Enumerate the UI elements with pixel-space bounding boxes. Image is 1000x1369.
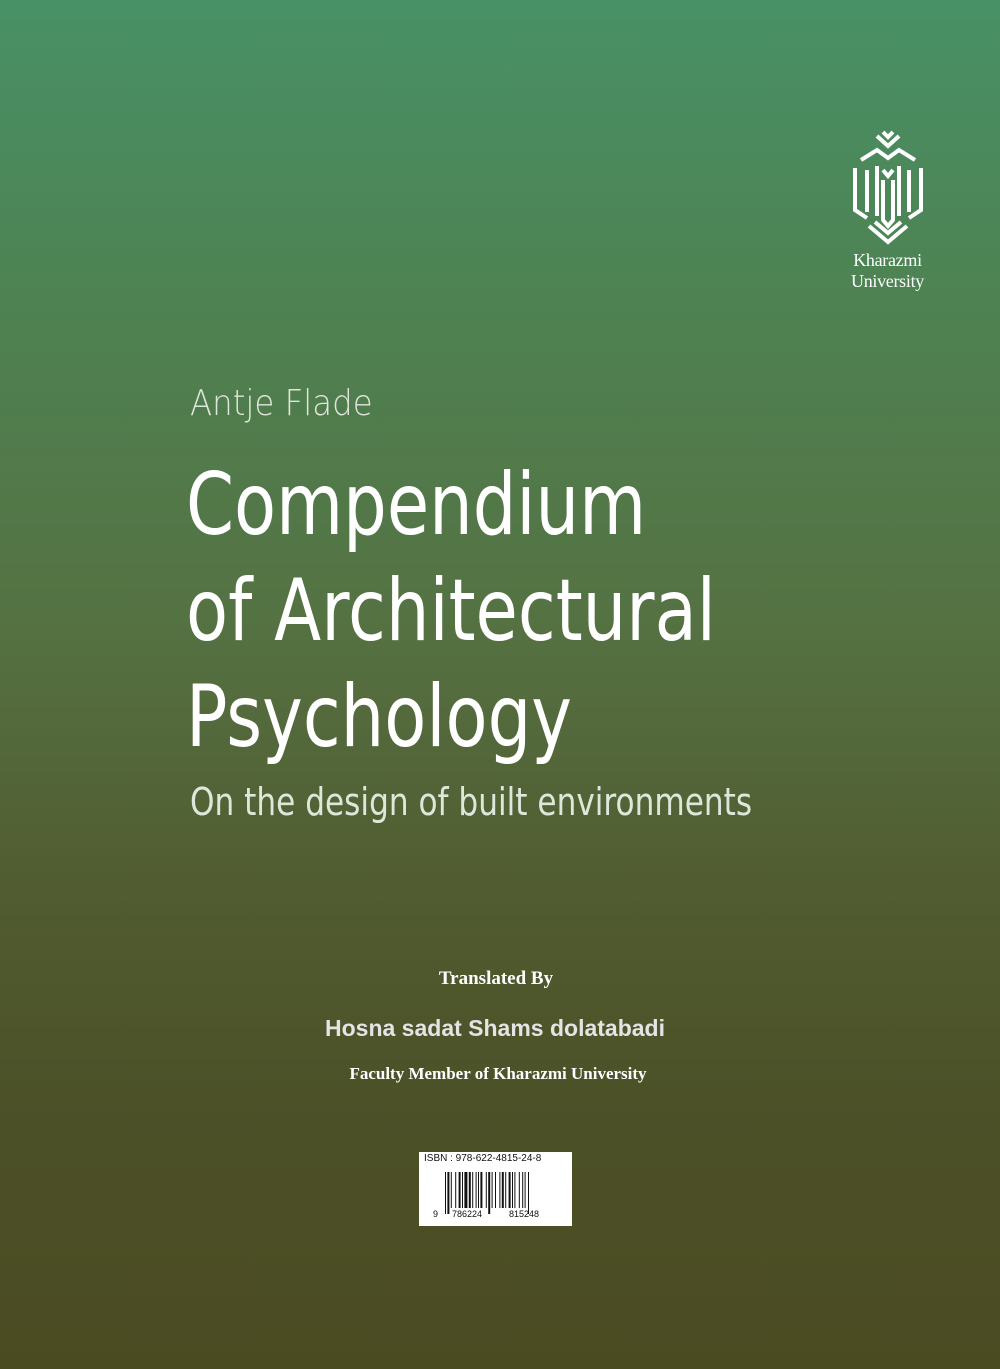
barcode-bar [445, 1172, 446, 1214]
barcode-bar [464, 1172, 467, 1208]
barcode-bar [509, 1172, 511, 1208]
barcode-bar [455, 1172, 456, 1208]
publisher-name: Kharazmi University [851, 250, 924, 291]
barcode-bar [495, 1172, 496, 1208]
book-subtitle: On the design of built environments [190, 780, 753, 824]
barcode-bar [486, 1172, 487, 1208]
publisher-logo [820, 130, 955, 292]
barcode-bar [447, 1172, 449, 1214]
author-name: Antje Flade [190, 383, 373, 424]
barcode-bar [514, 1172, 515, 1208]
barcode-bar [528, 1172, 529, 1214]
translator-affiliation: Faculty Member of Kharazmi University [349, 1064, 647, 1083]
barcode-bar [522, 1172, 523, 1208]
barcode-bar [478, 1172, 479, 1208]
barcode-bar [472, 1172, 473, 1208]
barcode-bar [476, 1172, 477, 1208]
isbn-barcode [419, 1152, 572, 1226]
barcode-bar [462, 1172, 463, 1208]
book-title-line: Psychology [186, 667, 572, 767]
barcode-bar [451, 1172, 452, 1208]
barcode-bar [469, 1172, 471, 1208]
barcode-bar [512, 1172, 513, 1208]
barcode-bar [519, 1172, 520, 1208]
isbn-label: ISBN : 978-622-4815-24-8 [424, 1153, 542, 1164]
barcode-left-digits: 786224 [452, 1209, 483, 1219]
barcode-bar [502, 1172, 504, 1208]
barcode-bar [459, 1172, 461, 1208]
barcode-right-digits: 815248 [509, 1209, 540, 1219]
barcode-bar [525, 1172, 526, 1208]
barcode-bar [499, 1172, 500, 1208]
kharazmi-university-emblem-icon [847, 130, 929, 246]
book-title-line: Compendium [186, 455, 647, 555]
barcode-first-digit: 9 [433, 1209, 439, 1219]
barcode-bar [480, 1172, 482, 1208]
translator-name: Hosna sadat Shams dolatabadi [325, 1015, 665, 1041]
book-title-line: of Architectural [186, 561, 716, 661]
translated-by-label: Translated By [438, 968, 554, 989]
barcode-bar [492, 1172, 493, 1208]
barcode-bar [505, 1172, 506, 1208]
book-title [186, 452, 716, 770]
barcode-bar [488, 1172, 490, 1214]
